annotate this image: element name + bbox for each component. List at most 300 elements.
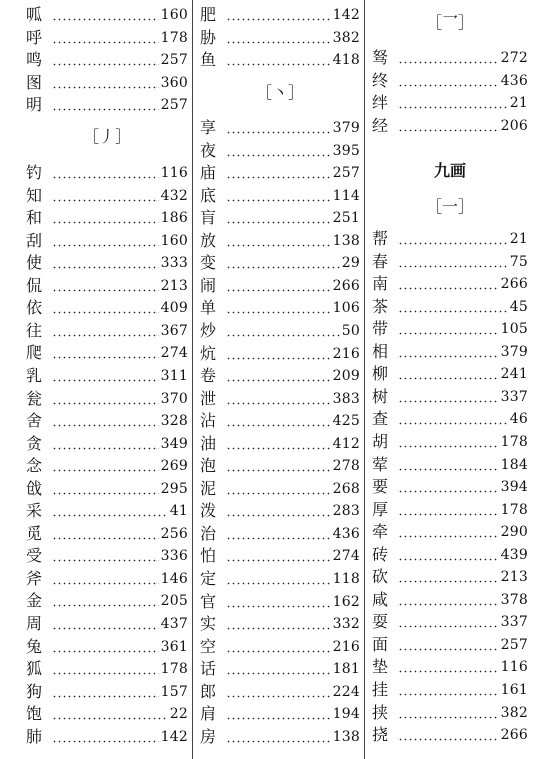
- index-entry: [26, 297, 188, 319]
- entry-character: 牵: [372, 522, 389, 542]
- dot-leader: [398, 544, 499, 566]
- entry-character: 胡: [372, 431, 389, 451]
- index-entry: [200, 410, 360, 432]
- entry-page-number: 349: [160, 435, 188, 452]
- index-entry: [372, 251, 528, 273]
- dot-leader: [226, 365, 331, 387]
- entry-page-number: 266: [332, 277, 360, 294]
- dot-leader: [226, 500, 331, 522]
- entry-character: 泡: [200, 456, 217, 476]
- entry-page-number: 395: [332, 142, 360, 159]
- dot-leader: [398, 611, 499, 633]
- index-entry: [372, 70, 528, 92]
- entry-page-number: 383: [332, 390, 360, 407]
- dot-leader: [52, 388, 159, 410]
- index-entry: [200, 365, 360, 387]
- dot-leader: [52, 72, 159, 94]
- index-entry: [200, 27, 360, 49]
- index-entry: [200, 230, 360, 252]
- entry-character: 树: [372, 386, 389, 406]
- entry-character: 知: [26, 185, 43, 205]
- dot-leader: [52, 410, 159, 432]
- index-entry: [26, 185, 188, 207]
- entry-character: 面: [372, 634, 389, 654]
- entry-page-number: 278: [332, 458, 360, 475]
- entry-character: 炕: [200, 343, 217, 363]
- entry-page-number: 116: [500, 659, 528, 676]
- dot-leader: [226, 636, 331, 658]
- dot-leader: [52, 27, 159, 49]
- column-divider-2: [364, 0, 365, 759]
- index-entry: [26, 568, 188, 590]
- entry-character: 挂: [372, 680, 389, 699]
- dot-leader: [52, 365, 159, 387]
- entry-character: 庙: [200, 163, 217, 183]
- entry-page-number: 274: [160, 345, 188, 362]
- dot-leader: [226, 275, 331, 297]
- index-entry: [372, 408, 528, 430]
- entry-character: 往: [26, 320, 43, 340]
- dot-leader: [52, 342, 159, 364]
- entry-character: 春: [372, 251, 389, 271]
- dot-leader: [52, 636, 159, 658]
- entry-page-number: 378: [500, 591, 528, 608]
- dot-leader: [226, 545, 331, 567]
- index-entry: [26, 681, 188, 703]
- entry-character: 爬: [26, 343, 43, 363]
- entry-page-number: 50: [341, 322, 360, 339]
- entry-page-number: 114: [332, 187, 360, 204]
- entry-page-number: 328: [160, 413, 188, 430]
- entry-page-number: 206: [500, 117, 528, 134]
- dot-leader: [52, 49, 159, 71]
- dot-leader: [398, 566, 499, 588]
- entry-page-number: 370: [160, 390, 188, 407]
- entry-page-number: 418: [332, 52, 360, 69]
- entry-page-number: 162: [332, 593, 360, 610]
- entry-character: 空: [200, 636, 217, 656]
- dot-leader: [226, 252, 340, 274]
- dot-leader: [398, 273, 499, 295]
- index-entry: [200, 162, 360, 184]
- entry-character: 单: [200, 298, 217, 318]
- entry-page-number: 266: [500, 727, 528, 744]
- entry-character: 相: [372, 341, 389, 361]
- index-entry: [372, 431, 528, 453]
- entry-character: 侃: [26, 275, 43, 295]
- entry-page-number: 241: [500, 366, 528, 383]
- dot-leader: [226, 478, 331, 500]
- index-entry: [26, 49, 188, 71]
- dot-leader: [52, 455, 159, 477]
- stroke-count-heading: 九画: [433, 161, 466, 180]
- dot-leader: [398, 363, 499, 385]
- dot-leader: [226, 455, 331, 477]
- entry-page-number: 266: [500, 276, 528, 293]
- dot-leader: [226, 117, 331, 139]
- entry-character: 帮: [372, 229, 389, 248]
- entry-page-number: 367: [160, 322, 188, 339]
- index-entry: [200, 726, 360, 748]
- dot-leader: [52, 590, 159, 612]
- dot-leader: [52, 613, 159, 635]
- entry-character: 底: [200, 185, 217, 205]
- radical-heading: ［丶］: [255, 83, 304, 102]
- entry-character: 兔: [26, 636, 43, 656]
- dot-leader: [398, 228, 508, 250]
- entry-character: 夜: [200, 140, 217, 160]
- entry-character: 泥: [200, 478, 217, 498]
- entry-character: 使: [26, 253, 43, 273]
- entry-page-number: 181: [332, 661, 360, 678]
- index-entry: [200, 388, 360, 410]
- index-entry: [372, 386, 528, 408]
- entry-character: 泄: [200, 388, 217, 408]
- index-entry: [26, 455, 188, 477]
- dot-leader: [398, 251, 508, 273]
- column-divider-1: [192, 0, 193, 759]
- dot-leader: [226, 433, 331, 455]
- entry-page-number: 269: [160, 458, 188, 475]
- index-entry: [200, 433, 360, 455]
- index-entry: [200, 523, 360, 545]
- index-entry: [26, 500, 188, 522]
- dot-leader: [52, 162, 159, 184]
- entry-character: 斧: [26, 568, 43, 588]
- entry-character: 狐: [26, 659, 43, 679]
- entry-page-number: 382: [332, 29, 360, 46]
- entry-character: 话: [200, 659, 217, 679]
- entry-page-number: 142: [160, 728, 188, 745]
- entry-page-number: 432: [160, 187, 188, 204]
- entry-character: 炒: [200, 320, 217, 340]
- dot-leader: [398, 634, 499, 656]
- entry-character: 砍: [372, 567, 389, 587]
- entry-page-number: 186: [160, 210, 188, 227]
- entry-character: 明: [26, 95, 43, 115]
- dot-leader: [226, 162, 331, 184]
- index-entry: [372, 656, 528, 678]
- entry-page-number: 274: [332, 548, 360, 565]
- dot-leader: [52, 94, 159, 116]
- index-entry: [26, 658, 188, 680]
- entry-character: 肺: [26, 726, 43, 746]
- dot-leader: [398, 724, 499, 746]
- dot-leader: [226, 568, 331, 590]
- entry-page-number: 146: [160, 570, 188, 587]
- dot-leader: [52, 500, 168, 522]
- entry-character: 戗: [26, 478, 43, 498]
- index-entry: [200, 252, 360, 274]
- entry-page-number: 332: [332, 616, 360, 633]
- entry-page-number: 412: [332, 435, 360, 452]
- entry-character: 泼: [200, 501, 217, 521]
- entry-character: 觅: [26, 523, 43, 543]
- entry-character: 油: [200, 433, 217, 453]
- entry-character: 终: [372, 70, 389, 90]
- entry-character: 官: [200, 591, 217, 611]
- index-entry: [26, 433, 188, 455]
- index-entry: [372, 92, 528, 114]
- index-entry: [200, 703, 360, 725]
- index-entry: [200, 207, 360, 229]
- entry-page-number: 382: [500, 704, 528, 721]
- dot-leader: [226, 320, 340, 342]
- entry-page-number: 178: [160, 661, 188, 678]
- entry-character: 刮: [26, 230, 43, 250]
- entry-page-number: 409: [160, 300, 188, 317]
- entry-page-number: 41: [169, 503, 188, 520]
- index-entry: [372, 476, 528, 498]
- entry-page-number: 209: [332, 368, 360, 385]
- entry-page-number: 216: [332, 638, 360, 655]
- index-entry: [372, 611, 528, 633]
- index-entry: [200, 545, 360, 567]
- dot-leader: [52, 230, 159, 252]
- dot-leader: [52, 275, 159, 297]
- index-entry: [372, 115, 528, 137]
- entry-character: 闹: [200, 275, 217, 295]
- radical-heading: ［丿］: [82, 127, 131, 146]
- entry-character: 查: [372, 409, 389, 429]
- index-entry: [200, 613, 360, 635]
- index-entry: [200, 297, 360, 319]
- entry-page-number: 290: [500, 524, 528, 541]
- entry-character: 贪: [26, 433, 43, 453]
- entry-character: 狗: [26, 681, 43, 701]
- entry-page-number: 178: [160, 29, 188, 46]
- dot-leader: [398, 431, 499, 453]
- entry-character: 依: [26, 298, 43, 318]
- entry-character: 卷: [200, 366, 217, 386]
- entry-character: 治: [200, 523, 217, 543]
- dot-leader: [52, 207, 159, 229]
- index-entry: [26, 230, 188, 252]
- index-entry: [26, 207, 188, 229]
- entry-page-number: 178: [500, 501, 528, 518]
- index-entry: [26, 613, 188, 635]
- dot-leader: [226, 343, 331, 365]
- entry-page-number: 311: [160, 367, 188, 384]
- index-entry: [26, 27, 188, 49]
- dot-leader: [226, 140, 331, 162]
- dot-leader: [398, 499, 499, 521]
- index-entry: [372, 521, 528, 543]
- index-entry: [372, 702, 528, 724]
- index-entry: [200, 478, 360, 500]
- entry-page-number: 118: [332, 571, 360, 587]
- entry-page-number: 45: [509, 298, 528, 315]
- dot-leader: [398, 70, 499, 92]
- entry-character: 瓮: [26, 388, 43, 408]
- index-entry: [26, 72, 188, 94]
- dot-leader: [226, 410, 331, 432]
- dot-leader: [398, 454, 499, 476]
- dot-leader: [52, 297, 159, 319]
- index-entry: [26, 726, 188, 748]
- entry-character: 实: [200, 614, 217, 634]
- index-entry: [200, 500, 360, 522]
- index-entry: [200, 455, 360, 477]
- entry-page-number: 184: [500, 456, 528, 473]
- index-entry: [200, 591, 360, 613]
- entry-character: 垫: [372, 657, 389, 677]
- entry-page-number: 256: [160, 525, 188, 542]
- index-entry: [26, 410, 188, 432]
- entry-character: 钓: [26, 163, 43, 182]
- index-entry: [26, 388, 188, 410]
- entry-page-number: 116: [160, 165, 188, 181]
- radical-heading: ［一］: [425, 197, 474, 216]
- entry-page-number: 75: [509, 253, 528, 270]
- index-entry: [200, 49, 360, 71]
- entry-character: 定: [200, 569, 217, 588]
- entry-page-number: 295: [160, 480, 188, 497]
- index-entry: [26, 94, 188, 116]
- dot-leader: [226, 4, 331, 26]
- index-entry: [372, 634, 528, 656]
- dot-leader: [398, 589, 499, 611]
- dot-leader: [226, 230, 331, 252]
- index-entry: [372, 47, 528, 69]
- index-entry: [26, 162, 188, 184]
- radical-heading: ［乛］: [425, 13, 474, 32]
- dot-leader: [398, 47, 499, 69]
- entry-character: 念: [26, 456, 43, 476]
- entry-page-number: 394: [500, 479, 528, 496]
- index-entry: [372, 318, 528, 340]
- entry-page-number: 336: [160, 548, 188, 565]
- index-entry: [372, 296, 528, 318]
- entry-character: 享: [200, 118, 217, 137]
- entry-character: 绊: [372, 93, 389, 113]
- entry-page-number: 138: [332, 232, 360, 249]
- index-entry: [372, 544, 528, 566]
- entry-character: 肓: [200, 208, 217, 228]
- dot-leader: [52, 433, 159, 455]
- dot-leader: [52, 568, 159, 590]
- dot-leader: [226, 207, 331, 229]
- entry-page-number: 224: [332, 683, 360, 700]
- index-entry: [372, 273, 528, 295]
- entry-character: 饱: [26, 704, 43, 724]
- index-entry: [372, 679, 528, 701]
- entry-character: 和: [26, 208, 43, 228]
- index-entry: [26, 275, 188, 297]
- index-entry: [200, 185, 360, 207]
- entry-character: 放: [200, 230, 217, 250]
- dot-leader: [226, 523, 331, 545]
- entry-page-number: 205: [160, 593, 188, 610]
- entry-page-number: 337: [500, 614, 528, 631]
- entry-character: 怕: [200, 546, 217, 566]
- entry-character: 经: [372, 115, 389, 135]
- entry-page-number: 22: [169, 706, 188, 723]
- entry-page-number: 257: [160, 97, 188, 114]
- dot-leader: [226, 703, 331, 725]
- dot-leader: [226, 49, 331, 71]
- entry-page-number: 213: [160, 277, 188, 294]
- dot-leader: [398, 92, 508, 114]
- entry-character: 耍: [372, 612, 389, 632]
- entry-page-number: 425: [332, 413, 360, 430]
- index-entry: [372, 566, 528, 588]
- index-entry: [200, 636, 360, 658]
- dot-leader: [226, 658, 331, 680]
- dot-leader: [52, 185, 159, 207]
- entry-page-number: 21: [509, 231, 528, 247]
- dot-leader: [226, 388, 331, 410]
- entry-page-number: 379: [500, 343, 528, 360]
- entry-page-number: 157: [160, 683, 188, 700]
- entry-page-number: 361: [160, 638, 188, 655]
- entry-character: 受: [26, 546, 43, 566]
- entry-character: 砖: [372, 544, 389, 564]
- entry-page-number: 436: [332, 525, 360, 542]
- index-entry: [372, 341, 528, 363]
- index-entry: [200, 568, 360, 590]
- entry-character: 要: [372, 477, 389, 497]
- dot-leader: [398, 702, 499, 724]
- entry-character: 咸: [372, 589, 389, 609]
- entry-page-number: 160: [160, 232, 188, 249]
- entry-character: 肩: [200, 704, 217, 724]
- entry-page-number: 257: [160, 52, 188, 69]
- entry-page-number: 257: [500, 636, 528, 653]
- entry-page-number: 194: [332, 706, 360, 723]
- entry-character: 驽: [372, 48, 389, 67]
- entry-character: 郎: [200, 681, 217, 701]
- entry-character: 周: [26, 614, 43, 633]
- dot-leader: [52, 658, 159, 680]
- entry-character: 乳: [26, 365, 43, 385]
- entry-page-number: 29: [341, 255, 360, 272]
- dot-leader: [398, 296, 508, 318]
- index-entry: [26, 523, 188, 545]
- entry-character: 鱼: [200, 50, 217, 70]
- entry-page-number: 160: [160, 7, 188, 23]
- entry-page-number: 268: [332, 480, 360, 497]
- index-entry: [200, 4, 360, 26]
- dot-leader: [226, 185, 331, 207]
- entry-character: 鸣: [26, 50, 43, 70]
- index-entry: [200, 658, 360, 680]
- dot-leader: [226, 726, 331, 748]
- index-entry: [26, 252, 188, 274]
- dot-leader: [52, 523, 159, 545]
- entry-page-number: 379: [332, 120, 360, 136]
- index-entry: [372, 589, 528, 611]
- entry-character: 挟: [372, 702, 389, 722]
- dot-leader: [398, 521, 499, 543]
- dot-leader: [398, 115, 499, 137]
- entry-page-number: 178: [500, 433, 528, 450]
- index-entry: [26, 342, 188, 364]
- entry-page-number: 436: [500, 72, 528, 89]
- dot-leader: [226, 27, 331, 49]
- dot-leader: [398, 476, 499, 498]
- index-entry: [26, 703, 188, 725]
- entry-character: 金: [26, 591, 43, 611]
- dot-leader: [52, 545, 159, 567]
- index-entry: [372, 454, 528, 476]
- entry-character: 呼: [26, 27, 43, 47]
- entry-character: 变: [200, 253, 217, 273]
- dot-leader: [52, 478, 159, 500]
- entry-page-number: 216: [332, 345, 360, 362]
- entry-character: 茶: [372, 296, 389, 316]
- entry-page-number: 251: [332, 210, 360, 227]
